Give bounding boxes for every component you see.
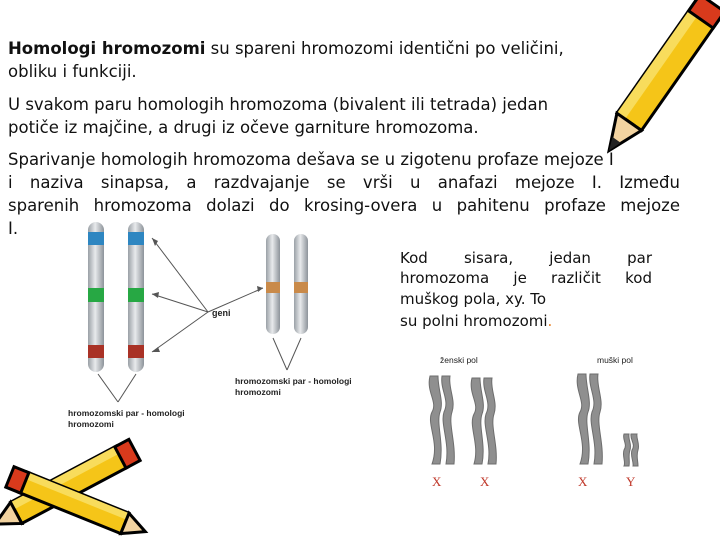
sex-chromosomes-figure — [420, 372, 650, 472]
chromosome-right-a — [266, 234, 280, 334]
intro-line-1 — [8, 38, 608, 60]
chromosome-left-b — [128, 222, 144, 372]
pair-label-left-2: hromozomi — [68, 419, 114, 429]
para3-line-1: Sparivanje homologih hromozoma dešava se u zigotenu profaze mejoze I — [8, 150, 614, 169]
genes-label: geni — [212, 308, 231, 318]
para2-line-1: U svakom paru homologih hromozoma (bivalent ili tetrada) jedan — [8, 95, 549, 114]
male-label: muški pol — [597, 355, 633, 365]
pair-label-right-2: hromozomi — [235, 387, 281, 397]
key-term: Homologi hromozomi — [8, 39, 206, 58]
intro-line-2: obliku i funkciji. — [8, 62, 137, 81]
intro-definition: su spareni hromozomi identični po veličini, — [205, 39, 564, 58]
pair-label-left-1: hromozomski par - homologi — [68, 408, 185, 418]
female-label: ženski pol — [440, 355, 478, 365]
sidenote-line-2: hromozoma je različit kod — [400, 269, 652, 287]
para3-line-3: sparenih hromozoma dolazi do krosing-overa u pahitenu profaze mejoze — [8, 196, 680, 215]
pencil-icon — [585, 0, 720, 170]
para3-line-4: I. — [8, 219, 19, 238]
x-chromosome-label-1: X — [432, 474, 442, 489]
para2-line-2: potiče iz majčine, a drugi iz očeve garniture hromozoma. — [8, 118, 479, 137]
para3-line-2: i naziva sinapsa, a razdvajanje se vrši u anafazi mejoze I. Između — [8, 173, 680, 192]
sidenote-line-3: muškog pola, xy. To — [400, 290, 547, 308]
crossed-pencils-icon — [0, 430, 150, 540]
x-chromosome-label-3: X — [578, 474, 588, 489]
sidenote-line-1: Kod sisara, jedan par — [400, 249, 652, 267]
chromosome-left-a — [88, 222, 104, 372]
sidenote-dot: . — [547, 312, 553, 330]
sidenote-text: su polni hromozomi — [400, 312, 548, 330]
sidenote-line-4 — [400, 311, 552, 332]
chromosome-right-b — [294, 234, 308, 334]
x-chromosome-label-2: X — [480, 474, 490, 489]
pair-label-right-1: hromozomski par - homologi — [235, 376, 352, 386]
y-chromosome-label: Y — [626, 474, 636, 489]
